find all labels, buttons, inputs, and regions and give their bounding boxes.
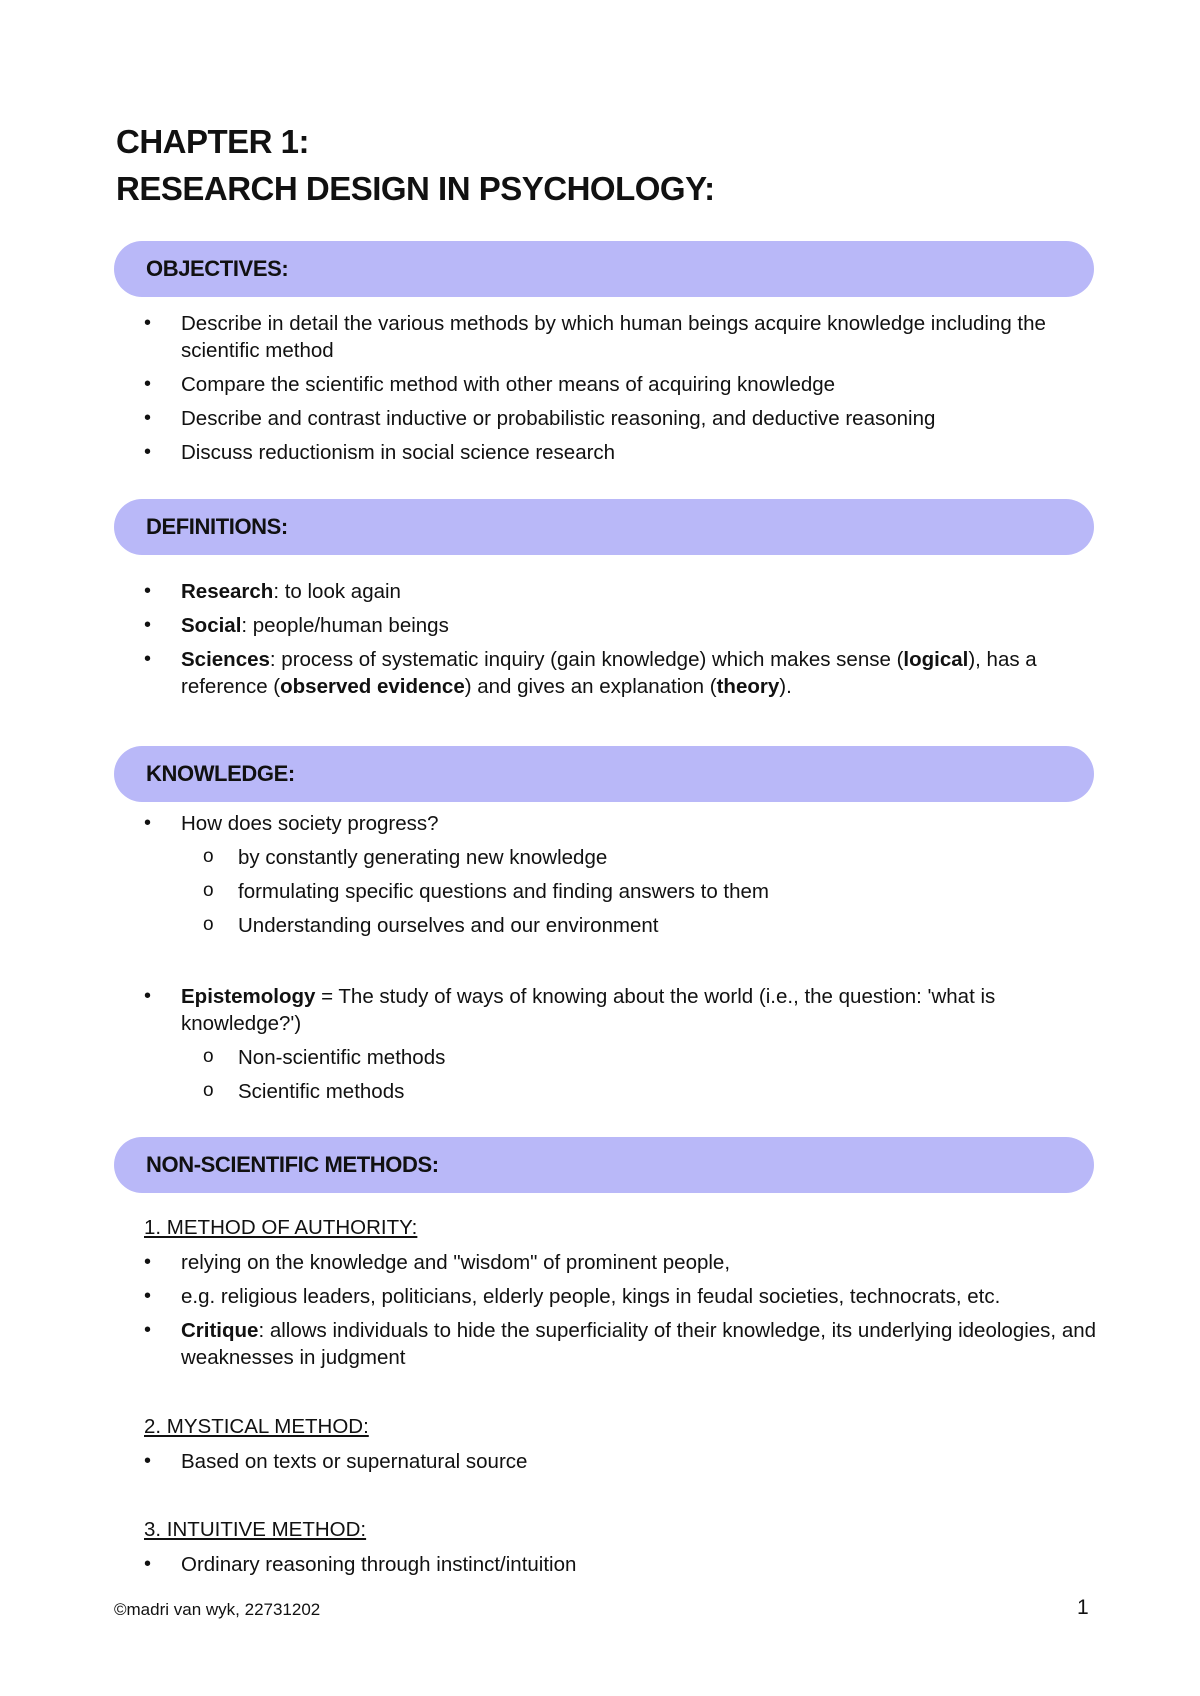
authority-section [140, 1214, 1100, 1378]
definition-text: ). [779, 675, 792, 698]
non-scientific-header [114, 1137, 1094, 1193]
intuitive-list [140, 1551, 1100, 1578]
non-scientific-heading: NON-SCIENTIFIC METHODS: [146, 1152, 439, 1177]
definition-sciences [140, 646, 1100, 700]
sub-list-item: o by constantly generating new knowledge [181, 844, 1100, 871]
definition-text: : people/human beings [241, 614, 449, 637]
emphasis: theory [716, 675, 780, 698]
objectives-list [140, 310, 1100, 466]
knowledge-sublist [181, 844, 1100, 939]
emphasis: logical [903, 648, 969, 671]
list-item: • e.g. religious leaders, politicians, elderly people, kings in feudal societies, technocrats, etc. [140, 1283, 1100, 1310]
knowledge-heading: KNOWLEDGE: [146, 761, 295, 786]
authority-list [140, 1249, 1100, 1371]
sub-list-item: o Scientific methods [181, 1078, 1100, 1105]
footer-author: ©madri van wyk, 22731202 [114, 1600, 321, 1619]
mystical-subheading: 2. MYSTICAL METHOD: [144, 1415, 369, 1438]
knowledge-question: How does society progress? [181, 812, 439, 835]
definitions-header [114, 499, 1094, 555]
epistemology-section [140, 983, 1100, 1112]
sub-list-item: o Understanding ourselves and our environment [181, 912, 1100, 939]
mystical-list [140, 1448, 1100, 1475]
chapter-label: CHAPTER 1: [116, 123, 310, 160]
definitions-list [140, 578, 1100, 700]
chapter-title: RESEARCH DESIGN IN PSYCHOLOGY: [116, 170, 715, 207]
epistemology-list [140, 983, 1100, 1105]
sub-list-item: o formulating specific questions and finding answers to them [181, 878, 1100, 905]
intuitive-subheading: 3. INTUITIVE METHOD: [144, 1518, 367, 1541]
emphasis: observed evidence [280, 675, 465, 698]
list-item: • relying on the knowledge and "wisdom" of prominent people, [140, 1249, 1100, 1276]
page-number: 1 [1077, 1596, 1089, 1619]
mystical-section [140, 1413, 1100, 1482]
list-item: • Ordinary reasoning through instinct/intuition [140, 1551, 1100, 1578]
definitions-section [140, 578, 1100, 707]
list-item: • Compare the scientific method with other means of acquiring knowledge [140, 371, 1100, 398]
definition-text: = The study of ways of knowing about the world (i.e., the question: 'what is knowledge?') [181, 985, 996, 1035]
definitions-heading: DEFINITIONS: [146, 514, 288, 539]
list-item [140, 1317, 1100, 1371]
term: Sciences [181, 648, 270, 671]
list-item: • Describe in detail the various methods by which human beings acquire knowledge including the scientific method [140, 310, 1100, 364]
definition-research [140, 578, 1100, 605]
sub-list-item: o Non-scientific methods [181, 1044, 1100, 1071]
list-item [140, 810, 1100, 939]
knowledge-header [114, 746, 1094, 802]
authority-subheading: 1. METHOD OF AUTHORITY: [144, 1216, 418, 1239]
page-title [116, 118, 715, 212]
term: Research [181, 580, 274, 603]
term: Social [181, 614, 242, 637]
term: Epistemology [181, 985, 316, 1008]
methods-sublist [181, 1044, 1100, 1105]
definition-text: ) and gives an explanation ( [464, 675, 717, 698]
definition-text: : to look again [273, 580, 401, 603]
objectives-heading: OBJECTIVES: [146, 256, 289, 281]
objectives-header [114, 241, 1094, 297]
list-item: • Describe and contrast inductive or probabilistic reasoning, and deductive reasoning [140, 405, 1100, 432]
definition-social [140, 612, 1100, 639]
definition-text: : process of systematic inquiry (gain knowledge) which makes sense ( [269, 648, 904, 671]
knowledge-list [140, 810, 1100, 939]
term: Critique [181, 1319, 259, 1342]
intuitive-section [140, 1516, 1100, 1585]
knowledge-section [140, 810, 1100, 946]
list-item: • Based on texts or supernatural source [140, 1448, 1100, 1475]
list-item: • Discuss reductionism in social science research [140, 439, 1100, 466]
list-item [140, 983, 1100, 1105]
objectives-section [140, 310, 1100, 473]
definition-text: : allows individuals to hide the superficiality of their knowledge, its underlying ideologies, and weaknesses in judgment [181, 1319, 1097, 1369]
definition-text: ), has a reference ( [181, 648, 1037, 698]
